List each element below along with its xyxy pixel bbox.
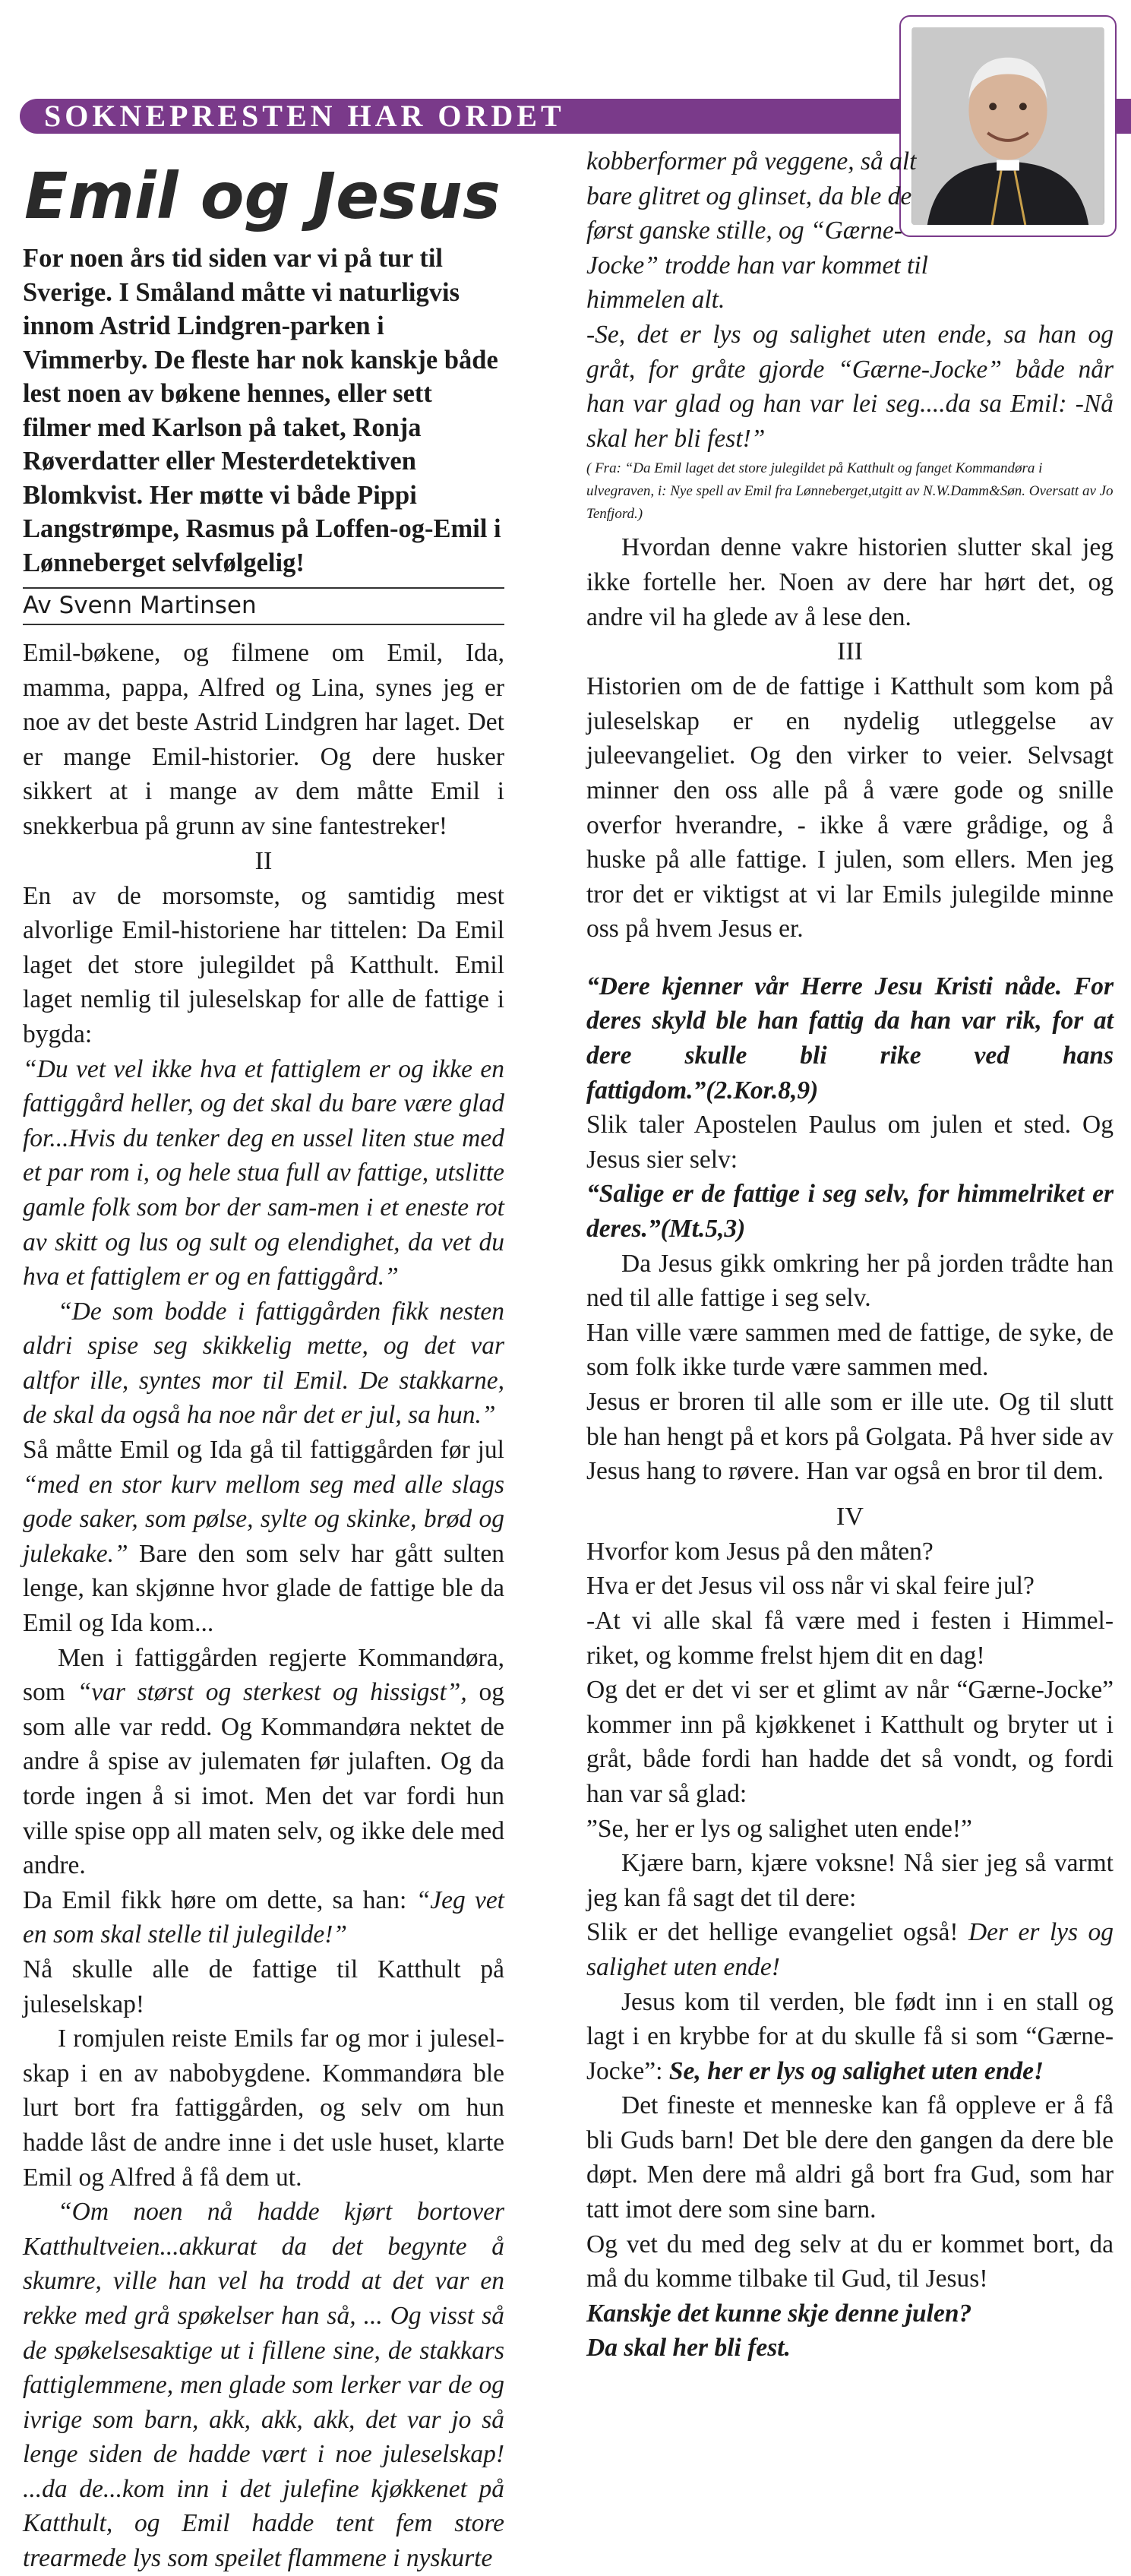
source-note: ( Fra: “Da Emil laget det store julegildet på Katthult og fanget Kommandøra i ulvegraven, i: Nye spell av Emil fra Lønneberget,utgitt av N.W.Damm&Søn. Oversatt av Jo Tenfjord.) <box>586 460 1114 523</box>
quote-paragraph: -Se, det er lys og salighet uten ende, sa han og gråt, for gråte gjorde “Gærne-Jocke” både når han var glad og han var lei seg....da sa Emil: -Nå skal her bli fest!” <box>586 320 1114 453</box>
paragraph: Da Jesus gikk omkring her på jorden trådte han ned til alle fattige i seg selv. <box>586 1249 1114 1313</box>
quote-span: Se, her er lys og salighet uten ende! <box>668 2056 1044 2085</box>
text-span: Da Emil fikk høre om dette, sa han: <box>23 1885 416 1914</box>
section-title: SOKNEPRESTEN HAR ORDET <box>44 99 565 133</box>
article-title: Emil og Jesus <box>24 159 501 233</box>
quote-span: “med en stor kurv mellom seg med alle slags gode saker, som pølse, sylte og skinke, brød og julekake.” <box>23 1470 504 1568</box>
quote-paragraph: “Om noen nå hadde kjørt bortover Katthultveien...akkurat da det begynte å skumre, ville han vel ha trodd at det var en rekke med grå spøkelser han så, ... Og visst så de spøkelsesaktige ut i fillene sine, de stakkars fattiglemmene, men glade som lerker var de og ivrige som barn, akk, akk, akk, det var jo så lenge siden de hadde vært i noe juleselskap! ...da de...kom inn i det julefine kjøkkenet på Katthult, og Emil hadde tent fem store trearmede lys som speilet flammene i nyskurte <box>23 2198 504 2573</box>
paragraph <box>586 1915 1114 1984</box>
paragraph: Han ville være sammen med de fattige, de syke, de som folk ikke turde være sammen med. <box>586 1318 1114 1382</box>
paragraph: Nå skulle alle de fattige til Katthult på juleselskap! <box>23 1955 504 2018</box>
paragraph: -At vi alle skal få være med i festen i Himmel-riket, og komme frelst hjem dit en dag! <box>586 1606 1114 1670</box>
paragraph <box>23 1433 504 1641</box>
paragraph: En av de morsomste, og samtidig mest alvorlige Emil-historiene har tittelen: Da Emil laget det store julegildet på Katthult. Emil laget nemlig til juleselskap for alle de fattige i bygda: <box>23 881 504 1048</box>
paragraph: Og det er det vi ser et glimt av når “Gærne-Jocke” kommer inn på kjøkkenet i Katthult og bryter ut i gråt, både fordi han hadde det så vondt, og fordi han var så glad: <box>586 1676 1114 1808</box>
closing-line: Da skal her bli fest. <box>586 2334 791 2363</box>
bible-quote: “Dere kjenner vår Herre Jesu Kristi nåde. For deres skyld ble han fattig da han var rik, for at dere skulle bli rike ved hans fattigdom.”(2.Kor.8,9) <box>586 972 1114 1105</box>
closing-line: Kanskje det kunne skje denne julen? <box>586 2299 972 2328</box>
byline: Av Svenn Martinsen <box>23 589 504 625</box>
text-span: Jesus kom til verden, ble født inn i en stall og lagt i en krybbe for at du skulle få si som “Gærne-Jocke”: <box>586 1987 1114 2085</box>
right-column <box>586 144 1114 2366</box>
quote-span: Der er lys og salighet uten ende! <box>586 1918 1114 1981</box>
text-span: og som alle var redd. Og Kommandøra nektet de andre å spise av julematen før julaften. Og da torde ingen å si imot. Men det var fordi hun ville spise opp all maten selv, og ikke dele med andre. <box>23 1678 504 1880</box>
paragraph <box>586 1985 1114 2089</box>
paragraph: Hvordan denne vakre historien slutter skal jeg ikke fortelle her. Noen av dere har hørt det, og andre vil ha glede av å lese den. <box>586 533 1114 631</box>
paragraph: Det fineste et menneske kan få oppleve er å få bli Guds barn! Det ble dere den gangen da dere ble døpt. Men dere må aldri gå bort fra Gud, som har tatt imot dere som sine barn. <box>586 2091 1114 2224</box>
text-span: Bare den som selv har gått sulten lenge, kan skjønne hvor glade de fattige ble da Emil og Ida kom... <box>23 1539 504 1638</box>
spacer <box>586 947 1114 969</box>
paragraph: Jesus er broren til alle som er ille ute. Og til slutt ble han hengt på et kors på Golgata. På hver side av Jesus hang to røvere. Han var også en bror til dem. <box>586 1388 1114 1486</box>
paragraph: Hva er det Jesus vil oss når vi skal feire jul? <box>586 1572 1035 1601</box>
section-numeral: IV <box>836 1502 864 1531</box>
paragraph <box>23 1883 504 1952</box>
quote-paragraph: “Du vet vel ikke hva et fattiglem er og ikke en fattiggård heller, og det skal du bare være glad for...Hvis du tenker deg en ussel liten stue med et par rom i, og hele stua full av fattige, utslitte gamle folk som bor der sam-men i et eneste rot av skitt og lus og sult og elendighet, da vet du hva et fattiglem er og en fattiggård.” <box>23 1054 504 1291</box>
article-lead: For noen års tid siden var vi på tur til Sverige. I Småland måtte vi naturligvis innom Astrid Lindgren-parken i Vimmerby. De fleste har nok kanskje både lest noen av bøkene hennes, eller sett filmer med Karlson på taket, Ronja Røverdatter eller Mesterdetektiven Blomkvist. Her møtte vi både Pippi Langstrømpe, Rasmus på Loffen-og-Emil i Lønneberget selvfølgelig! <box>23 244 501 577</box>
section-numeral: II <box>254 846 273 875</box>
paragraph: Slik taler Apostelen Paulus om julen et sted. Og Jesus sier selv: <box>586 1111 1114 1174</box>
paragraph <box>23 1641 504 1883</box>
quote-paragraph: kobberformer på veggene, så alt bare glitret og glinset, da ble de først ganske stille, og “Gærne-Jocke” trodde han var kommet til himmelen alt. <box>586 147 928 314</box>
paragraph: Kjære barn, kjære voksne! Nå sier jeg så varmt jeg kan få sagt det til dere: <box>586 1849 1114 1912</box>
text-span: Men i fattiggården regjerte Kommandøra, som <box>23 1643 504 1707</box>
paragraph: Historien om de de fattige i Katthult som kom på juleselskap er en nydelig utleggelse av juleevangeliet. Og den virker to veier. Selvsagt minner den oss alle på å være gode og snille overfor hverandre, - ikke å være grådige, og å huske på alle fattige. I julen, som ellers. Men jeg tror det er viktigst at vi lar Emils julegilde minne oss på hvem Jesus er. <box>586 672 1114 943</box>
bible-quote: “Salige er de fattige i seg selv, for himmelriket er deres.”(Mt.5,3) <box>586 1180 1114 1244</box>
paragraph: Emil-bøkene, og filmene om Emil, Ida, mamma, pappa, Alfred og Lina, synes jeg er noe av det beste Astrid Lindgren har laget. Det er mange Emil-historier. Og dere husker sikkert at i mange av dem måtte Emil i snekkerbua på grunn av sine fantestreker! <box>23 639 504 840</box>
quote-span: “var størst og sterkest og hissigst”, <box>77 1678 467 1707</box>
left-body <box>23 636 504 2576</box>
quote-span: “Jeg vet en som skal stelle til julegilde!” <box>23 1885 504 1949</box>
paragraph: ”Se, her er lys og salighet uten ende!” <box>586 1814 972 1843</box>
paragraph: Hvorfor kom Jesus på den måten? <box>586 1537 934 1566</box>
quote-paragraph: “De som bodde i fattiggården fikk nesten aldri spise seg skikkelig mette, og det var altfor ille, syntes mor til Emil. De stakkarne, de skal da også ha noe når det er jul, sa hun.” <box>23 1297 504 1430</box>
text-span: Slik er det hellige evangeliet også! <box>586 1918 968 1947</box>
section-numeral: III <box>837 637 863 666</box>
left-column <box>23 242 504 2576</box>
text-span: Så måtte Emil og Ida gå til fattiggården før jul <box>23 1436 504 1465</box>
paragraph: I romjulen reiste Emils far og mor i julesel-skap i en av nabobygdene. Kommandøra ble lurt bort fra fattiggården, og selv om hun hadde låst de andre inne i det usle huset, klarte Emil og Alfred å få dem ut. <box>23 2024 504 2192</box>
paragraph: Og vet du med deg selv at du er kommet bort, da må du komme tilbake til Gud, til Jesus! <box>586 2230 1114 2293</box>
